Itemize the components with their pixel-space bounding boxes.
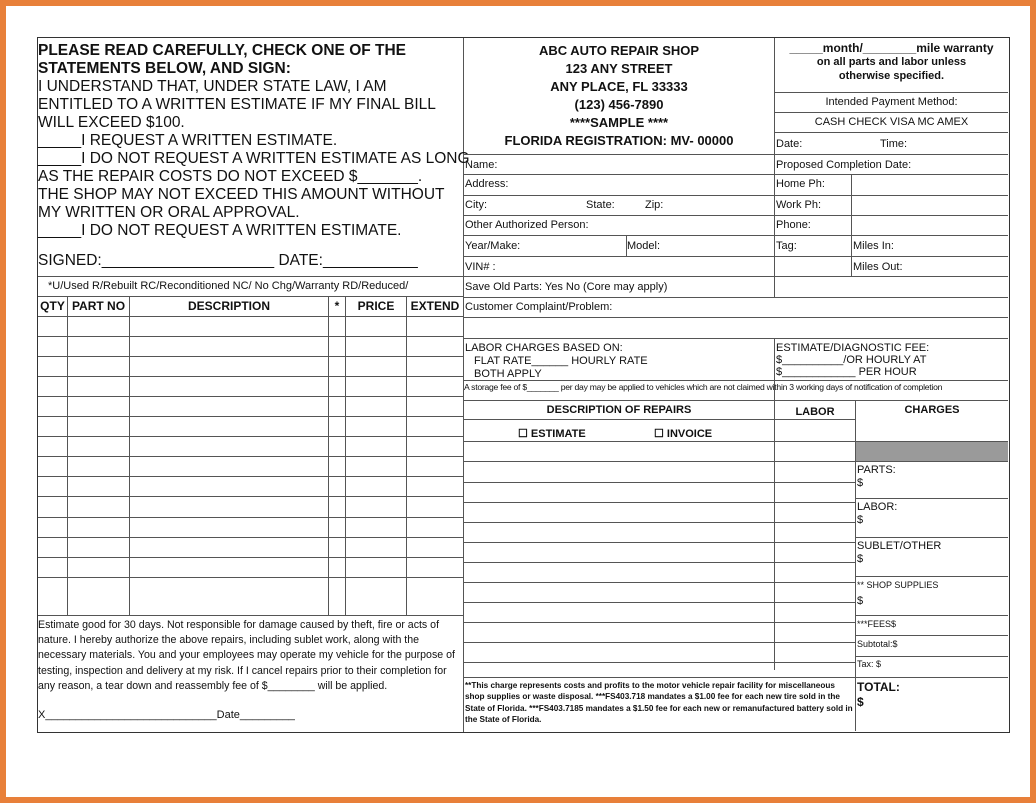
registration: FLORIDA REGISTRATION: MV- 00000 <box>504 133 734 148</box>
table-row[interactable] <box>38 496 463 497</box>
table-row[interactable] <box>38 356 463 357</box>
time-field[interactable]: Time: <box>880 138 908 150</box>
statement-heading-2: STATEMENTS BELOW, AND SIGN: <box>38 60 291 77</box>
table-row[interactable] <box>38 376 463 377</box>
diagnostic-fee: ESTIMATE/DIAGNOSTIC FEE: <box>776 342 930 354</box>
repair-row[interactable] <box>464 461 855 462</box>
labor-based-on: LABOR CHARGES BASED ON: <box>465 342 623 354</box>
repair-row[interactable] <box>464 662 855 663</box>
disclaimer-text: Estimate good for 30 days. Not responsible for damage caused by theft, fire or acts of nature. I hereby authorize the above repairs, including sublet work, along with the necessary materials. You and your employees may operate my vehicle for the purpose of testing, inspection and delivery at my risk. If I cancel repairs prior to their completion for any reason, a tear down and reassembly fee of $________ will be applied. <box>38 619 455 692</box>
home-phone-field[interactable]: Home Ph: <box>776 178 825 190</box>
completion-date-field[interactable]: Proposed Completion Date: <box>776 159 912 171</box>
statement-line: I UNDERSTAND THAT, UNDER STATE LAW, I AM <box>38 78 387 95</box>
repairs-header: DESCRIPTION OF REPAIRS <box>546 404 692 416</box>
parts-legend: *U/Used R/Rebuilt RC/Reconditioned NC/ No Chg/Warranty RD/Reduced/ <box>48 280 409 292</box>
name-field[interactable]: Name: <box>465 159 498 171</box>
dollar-sign: $ <box>857 553 864 565</box>
tag-field[interactable]: Tag: <box>776 240 797 252</box>
year-make-field[interactable]: Year/Make: <box>465 240 521 252</box>
payment-method-label: Intended Payment Method: <box>825 96 958 108</box>
statement-line: MY WRITTEN OR ORAL APPROVAL. <box>38 204 300 221</box>
repair-row[interactable] <box>464 622 855 623</box>
repair-row[interactable] <box>464 441 855 442</box>
table-row[interactable] <box>38 456 463 457</box>
address-field[interactable]: Address: <box>465 178 509 190</box>
warranty-text: otherwise specified. <box>838 70 945 82</box>
total-dollar[interactable]: $ <box>857 695 864 709</box>
shop-city: ANY PLACE, FL 33333 <box>550 79 688 94</box>
shop-street: 123 ANY STREET <box>565 61 673 76</box>
state-field[interactable]: State: <box>586 199 615 211</box>
shop-supplies-charge[interactable]: ** SHOP SUPPLIES <box>857 580 939 590</box>
miles-in-field[interactable]: Miles In: <box>853 240 894 252</box>
table-row[interactable] <box>38 436 463 437</box>
repair-row[interactable] <box>464 522 855 523</box>
payment-methods[interactable]: CASH CHECK VISA MC AMEX <box>814 116 969 128</box>
phone-field[interactable]: Phone: <box>776 219 811 231</box>
customer-signature-line[interactable]: X____________________________Date_________ <box>38 709 295 721</box>
repair-row[interactable] <box>464 582 855 583</box>
col-extend: EXTEND <box>410 299 460 313</box>
statement-heading-1: PLEASE READ CAREFULLY, CHECK ONE OF THE <box>38 42 407 59</box>
complaint-field[interactable]: Customer Complaint/Problem: <box>465 301 613 313</box>
no-estimate-option[interactable]: _____I DO NOT REQUEST A WRITTEN ESTIMATE. <box>38 222 402 239</box>
table-row[interactable] <box>38 577 463 578</box>
shop-name: ABC AUTO REPAIR SHOP <box>538 43 700 58</box>
statement-line: THE SHOP MAY NOT EXCEED THIS AMOUNT WITHOUT <box>38 186 445 203</box>
date-field[interactable]: Date: <box>776 138 803 150</box>
flat-rate-option[interactable]: FLAT RATE______ HOURLY RATE <box>474 355 648 367</box>
charges-header: CHARGES <box>904 404 960 416</box>
repair-order-form <box>6 6 1030 797</box>
statement-line: WILL EXCEED $100. <box>38 114 185 131</box>
miles-out-field[interactable]: Miles Out: <box>853 261 903 273</box>
vin-field[interactable]: VIN# : <box>465 261 496 273</box>
per-hour-line[interactable]: $____________ PER HOUR <box>776 366 917 378</box>
table-row[interactable] <box>38 396 463 397</box>
parts-charge[interactable]: PARTS: <box>857 464 896 476</box>
warranty-line[interactable]: _____month/________mile warranty <box>789 41 994 55</box>
repair-row[interactable] <box>464 542 855 543</box>
sublet-charge[interactable]: SUBLET/OTHER <box>857 540 942 552</box>
shop-phone: (123) 456-7890 <box>574 97 664 112</box>
col-qty: QTY <box>40 299 65 313</box>
dollar-sign: $ <box>857 514 864 526</box>
col-star: * <box>334 299 340 313</box>
labor-charge[interactable]: LABOR: <box>857 501 898 513</box>
repair-row[interactable] <box>464 602 855 603</box>
tax-charge[interactable]: Tax: $ <box>857 659 882 669</box>
model-field[interactable]: Model: <box>627 240 661 252</box>
save-old-parts[interactable]: Save Old Parts: Yes No (Core may apply) <box>465 281 668 293</box>
request-estimate-option[interactable]: _____I REQUEST A WRITTEN ESTIMATE. <box>38 132 338 149</box>
col-part-no: PART NO <box>71 299 126 313</box>
col-description: DESCRIPTION <box>187 299 270 313</box>
storage-fee-notice: A storage fee of $_______ per day may be applied to vehicles which are not claimed within 3 working days of notification of completion <box>464 382 943 392</box>
work-phone-field[interactable]: Work Ph: <box>776 199 822 211</box>
fees-charge[interactable]: ***FEES$ <box>857 619 897 629</box>
table-row[interactable] <box>38 416 463 417</box>
labor-header: LABOR <box>795 406 835 418</box>
table-row[interactable] <box>38 557 463 558</box>
estimate-checkbox[interactable]: ☐ ESTIMATE <box>518 428 586 440</box>
total-label: TOTAL: <box>857 680 900 694</box>
col-price: PRICE <box>357 299 395 313</box>
table-row[interactable] <box>38 615 463 616</box>
table-row[interactable] <box>38 476 463 477</box>
repair-row[interactable] <box>464 642 855 643</box>
signature-line[interactable]: SIGNED:____________________ DATE:___________ <box>38 252 418 269</box>
statement-line: ENTITLED TO A WRITTEN ESTIMATE IF MY FINAL BILL <box>38 96 436 113</box>
dollar-sign: $ <box>857 595 864 607</box>
table-row[interactable] <box>38 517 463 518</box>
zip-field[interactable]: Zip: <box>645 199 664 211</box>
sample-mark: ****SAMPLE **** <box>569 115 669 130</box>
other-person-field[interactable]: Other Authorized Person: <box>465 219 589 231</box>
invoice-checkbox[interactable]: ☐ INVOICE <box>654 428 713 440</box>
footnote-text: **This charge represents costs and profits to the motor vehicle repair facility for miscellaneous shop supplies or waste disposal. ***FS403.718 mandates a $1.00 fee for each new tire sold in the State of Florida. ***FS403.7185 mandates a $1.50 fee for each new or remanufactured battery sold in the State of Florida. <box>465 681 853 725</box>
charges-shaded-band <box>856 441 1008 461</box>
hourly-rate-line[interactable]: $__________/OR HOURLY AT <box>776 354 927 366</box>
table-row[interactable] <box>38 336 463 337</box>
table-row[interactable] <box>38 537 463 538</box>
no-estimate-limit-option[interactable]: _____I DO NOT REQUEST A WRITTEN ESTIMATE AS LONG <box>38 150 470 167</box>
statement-line: AS THE REPAIR COSTS DO NOT EXCEED $_______. <box>38 168 423 185</box>
table-row[interactable] <box>38 316 463 317</box>
repair-row[interactable] <box>464 502 855 503</box>
warranty-text: on all parts and labor unless <box>816 56 967 68</box>
dollar-sign: $ <box>857 477 864 489</box>
both-apply-option[interactable]: BOTH APPLY <box>474 368 542 380</box>
repair-row[interactable] <box>464 562 855 563</box>
subtotal-charge[interactable]: Subtotal:$ <box>857 639 898 649</box>
city-field[interactable]: City: <box>465 199 487 211</box>
repair-row[interactable] <box>464 482 855 483</box>
